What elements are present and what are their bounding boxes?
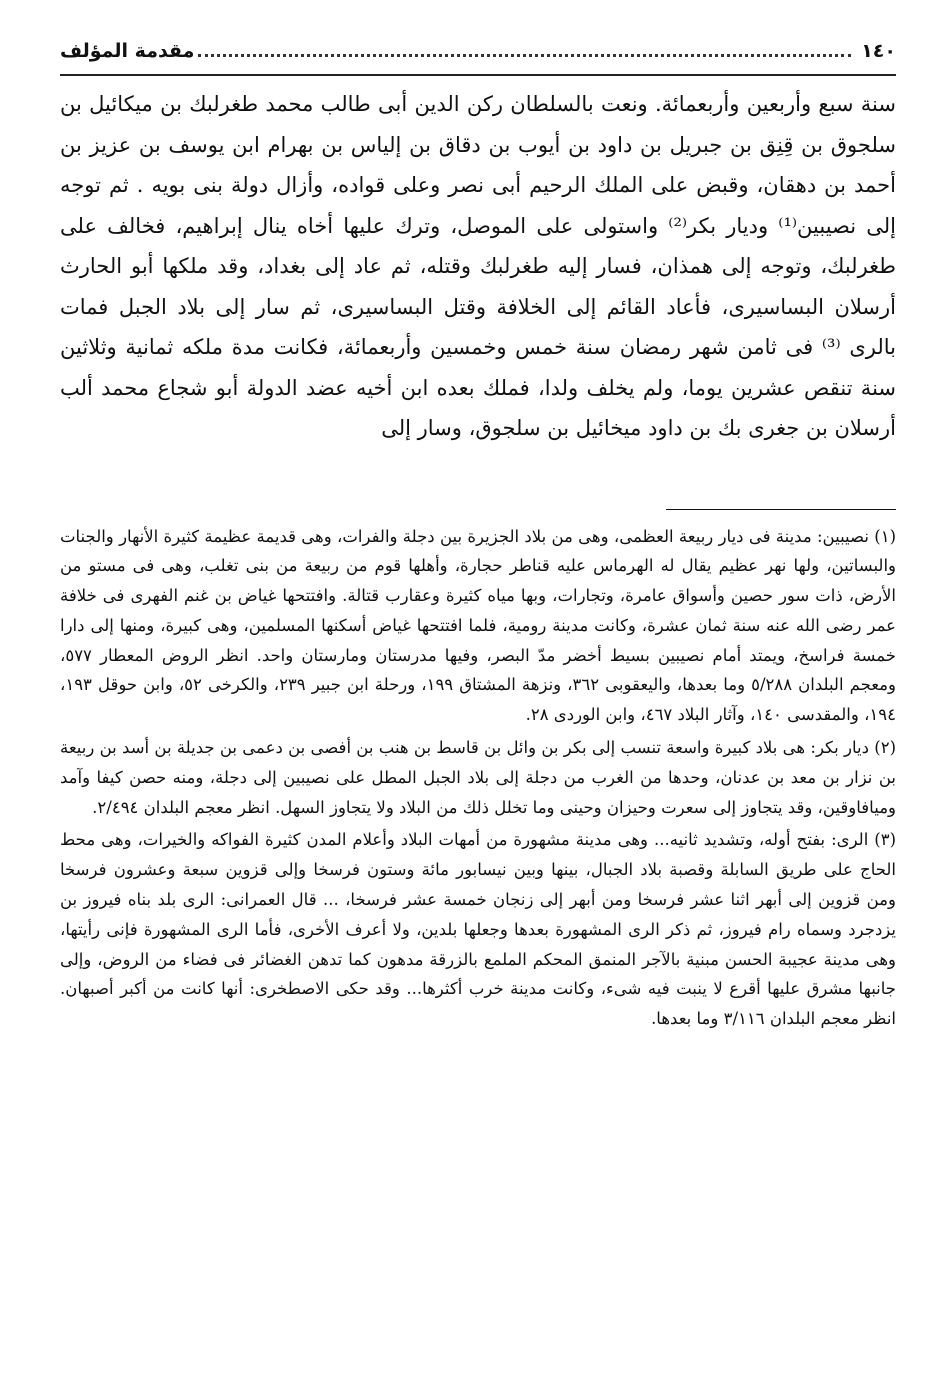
- footnotes-block: [60, 522, 896, 1035]
- page-number: ١٤٠: [861, 40, 896, 62]
- dotted-leader: [198, 53, 851, 57]
- running-header: [60, 40, 896, 76]
- running-title: مقدمة المؤلف: [60, 40, 195, 62]
- footnote-separator: [666, 509, 896, 510]
- footnote-2: (٢) ديار بكر: هى بلاد كبيرة واسعة تنسب إلى بكر بن وائل بن قاسط بن هنب بن أفصى بن دعمى بن جديلة بن أسد بن ربيعة بن نزار بن معد بن عدنان، وحدها من الغرب من دجلة إلى بلاد الجبل المطل على نصيبين إلى دجلة، ومنه حصن كيفا وآمد وميافاوقين، وقد يتجاوز إلى سعرت وحيزان وحينى وما تخلل ذلك من البلاد ولا يتجاوز السهل. انظر معجم البلدان ٢/٤٩٤.: [60, 738, 896, 817]
- footnote-1: (١) نصيبين: مدينة فى ديار ربيعة العظمى، وهى من بلاد الجزيرة بين دجلة والفرات، وهى قديمة عظيمة كثيرة الأنهار والجنات والبساتين، ولها نهر عظيم يقال له الهرماس عليه قناطر حجارة، وأهلها قوم من ربيعة من بنى تغلب، وهى فى مستو من الأرض، ذات سور حصين وأسواق عامرة، وتجارات، وبها مياه كثيرة وعقارب قتالة. وافتتحها غياض بن غنم الفهرى فى خلافة عمر رضى الله عنه سنة ثمان عشرة، وكانت مدينة رومية، فلما افتتحها غياض أسكنها المسلمين، وهى كبيرة، ومنها إلى دارا خمسة فراسخ، ويمتد أمام نصيبين بسيط أخضر مدّ البصر، وفيها مدرستان ومارستان واحد. انظر الروض المعطار ٥٧٧، ومعجم البلدان ٥/٢٨٨ وما بعدها، واليعقوبى ٣٦٢، ونزهة المشتاق ١٩٩، ورحلة ابن جبير ٢٣٩، والكرخى ٥٢، وابن حوقل ١٩٣، ١٩٤، والمقدسى ١٤٠، وآثار البلاد ٤٦٧، وابن الوردى ٢٨.: [60, 526, 896, 725]
- main-paragraph: سنة سبع وأربعين وأربعمائة. ونعت بالسلطان ركن الدين أبى طالب محمد طغرلبك بن ميكائيل بن سلجوق بن قِنِق بن جبريل بن داود بن أيوب بن دقاق بن إلياس بن بهرام ابن يوسف بن عزيز بن أحمد بن دهقان، وقبض على الملك الرحيم أبى نصر وعلى قواده، وأزال دولة بنى بويه . ثم توجه إلى نصيبين⁽¹⁾ وديار بكر⁽²⁾ واستولى على الموصل، وترك عليها أخاه ينال إبراهيم، فخالف على طغرلبك، وتوجه إلى همذان، فسار إليه طغرلبك وقتله، ثم عاد إلى بغداد، وقد ملكها أبو الحارث أرسلان البساسيرى، فأعاد القائم إلى الخلافة وقتل البساسيرى، ثم سار إلى بلاد الجبل فمات بالرى ⁽³⁾ فى ثامن شهر رمضان سنة خمس وخمسين وأربعمائة، فكانت مدة ملكه ثمانية وثلاثين سنة تنقص عشرين يوما، ولم يخلف ولدا، فملك بعده ابن أخيه عضد الدولة أبو شجاع محمد ألب أرسلان بن جغرى بك بن داود ميخائيل بن سلجوق، وسار إلى: [60, 92, 897, 440]
- main-text-block: [60, 84, 896, 449]
- book-page: [60, 40, 896, 1037]
- footnote-3: (٣) الرى: بفتح أوله، وتشديد ثانيه... وهى مدينة مشهورة من أمهات البلاد وأعلام المدن كثيرة الفواكه والخيرات، وهى محط الحاج على طريق السابلة وقصبة بلاد الجبال، بينها وبين نيسابور مائة وستون فرسخا وإلى قزوين سبعة وعشرون فرسخا ومن قزوين إلى أبهر اثنا عشر فرسخا ومن أبهر إلى زنجان خمسة عشر فرسخا، ... قال العمرانى: الرى بلد بناه فيروز بن يزدجرد وسماه رام فيروز، ثم ذكر الرى المشهورة بعدها وجعلها بلدين، ولا أعرف الأخرى، فأما الرى المشهورة فإنى رأيتها، وهى مدينة عجيبة الحسن مبنية بالآجر المنمق المحكم الملمع بالزرقة مدهون كما تدهن الغضائر فى فضاء من الروض، وإلى جانبها مشرق عليها أقرع لا ينبت فيه شىء، وكانت مدينة خرب أكثرها... وقد حكى الاصطخرى: أنها كانت من أكبر أصبهان. انظر معجم البلدان ٣/١١٦ وما بعدها.: [60, 830, 896, 1029]
